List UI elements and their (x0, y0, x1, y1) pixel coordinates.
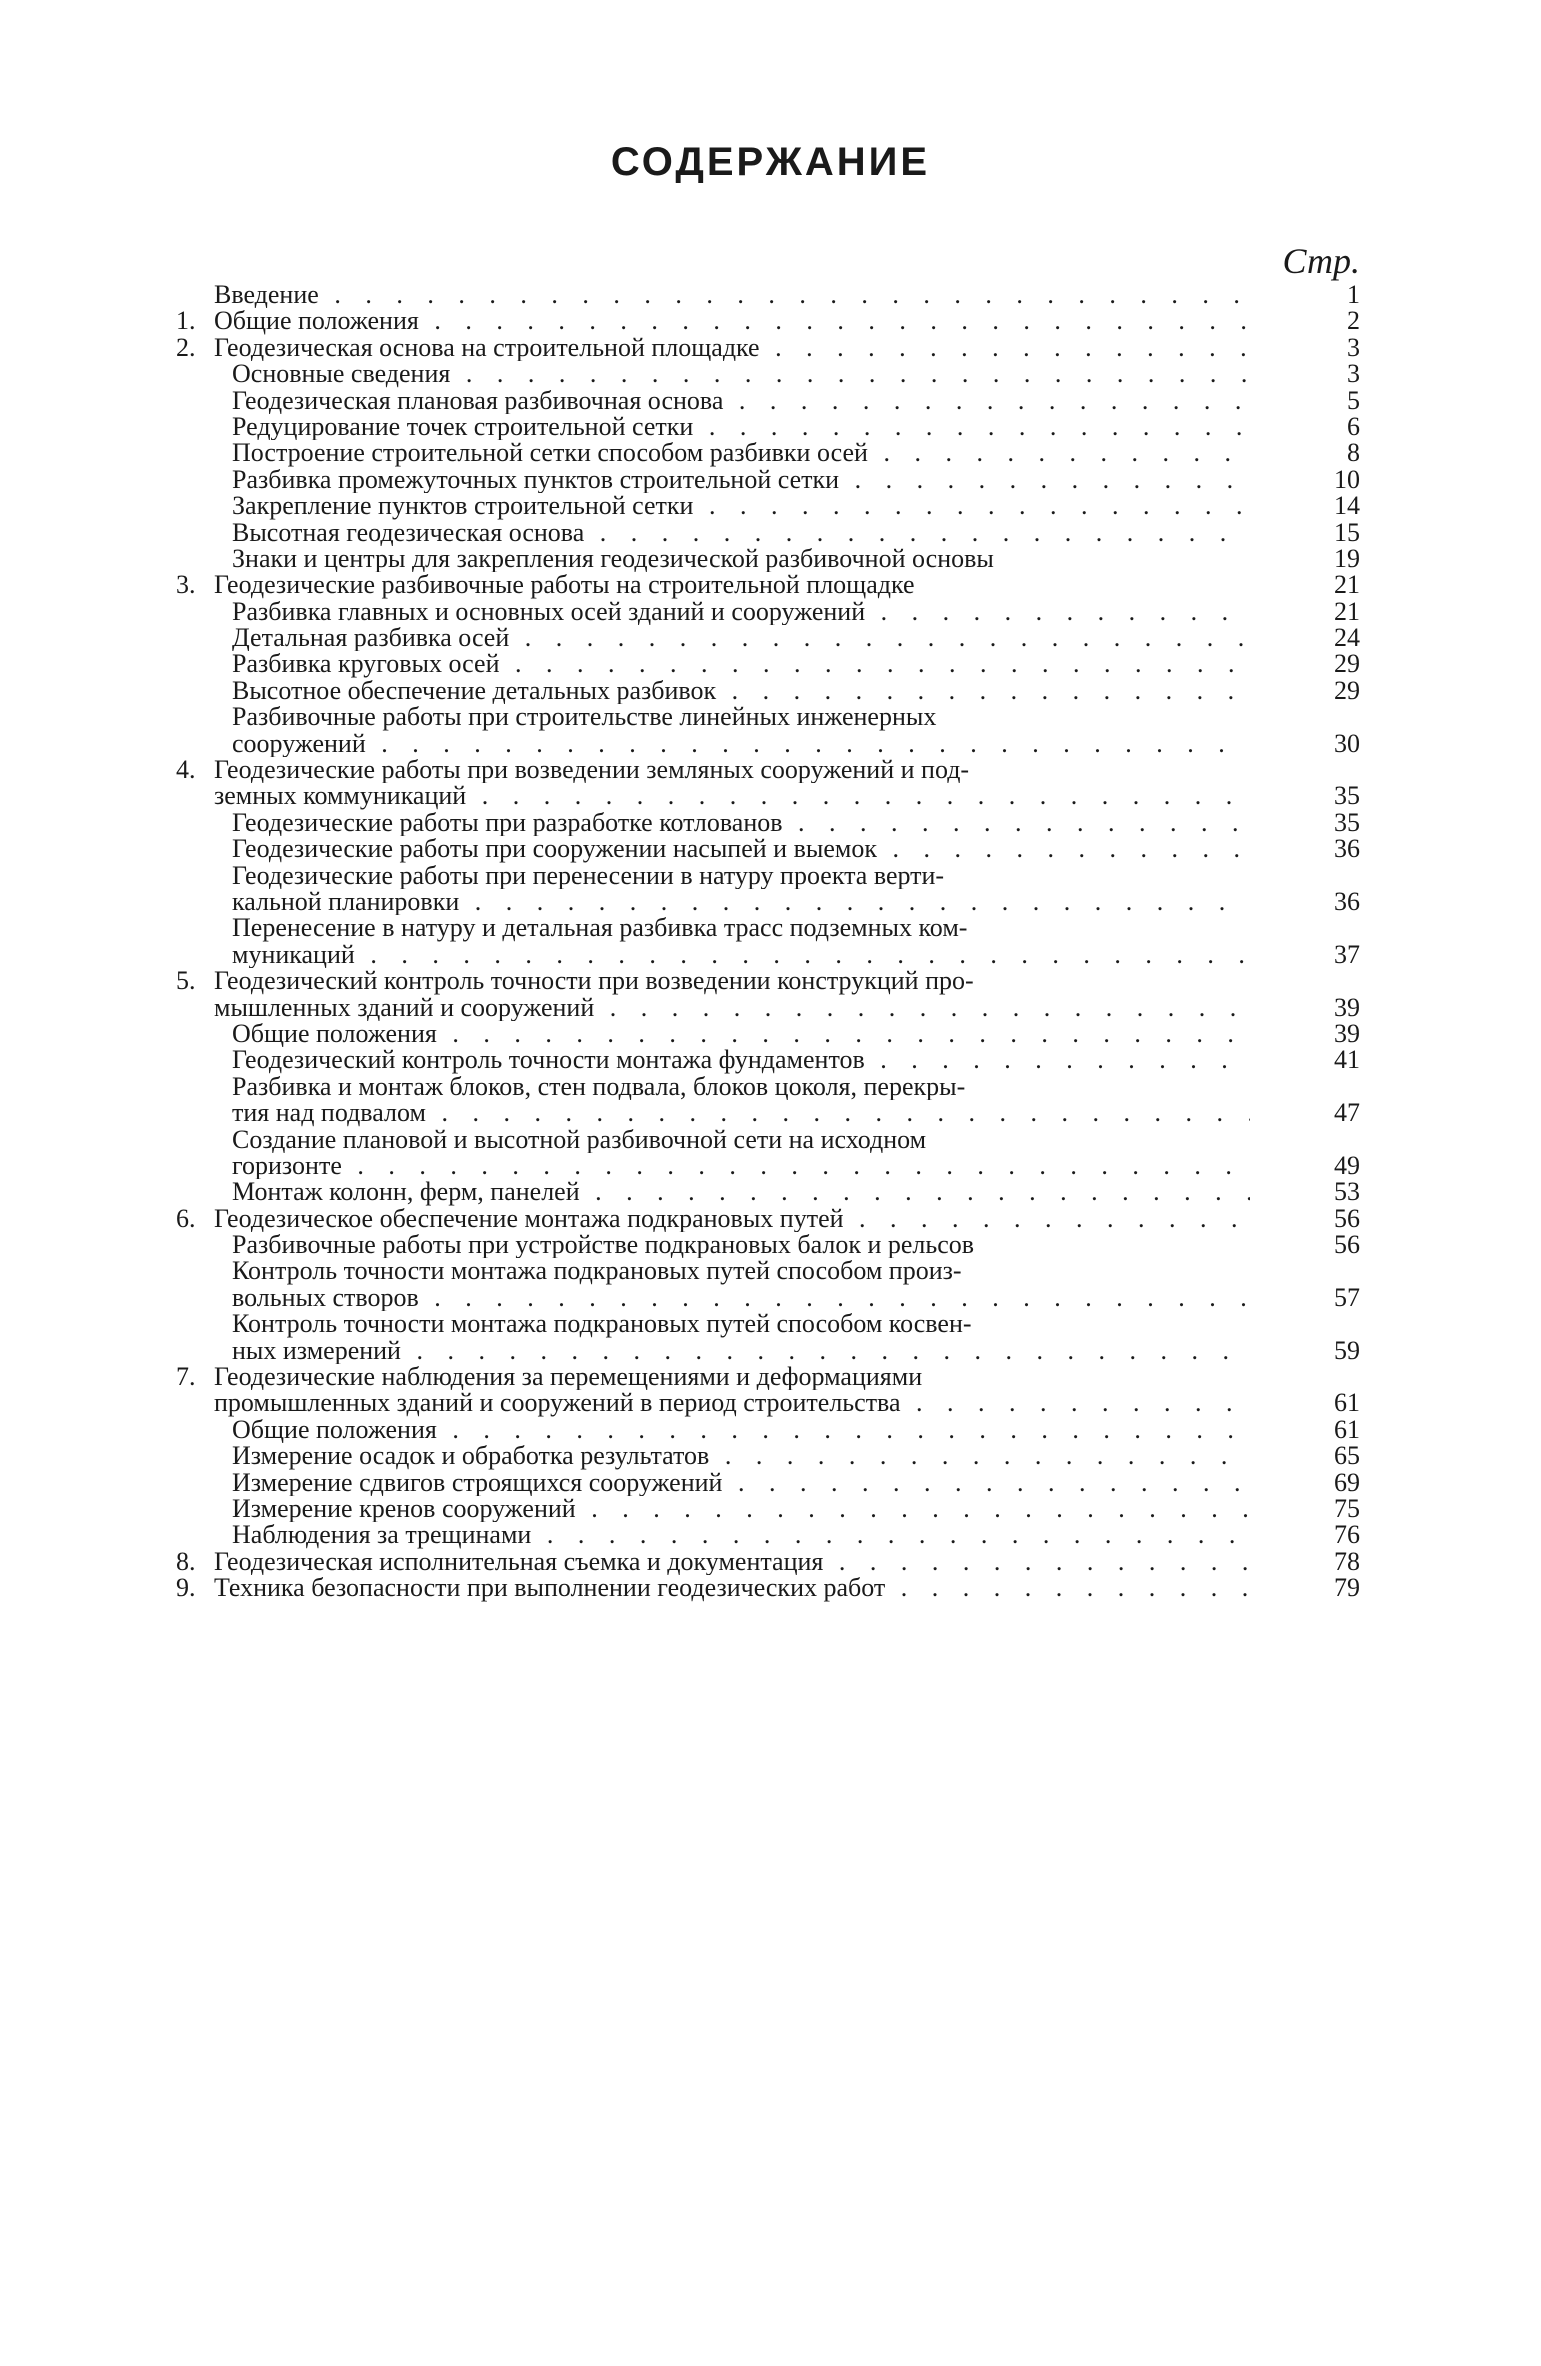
toc-entry-title: промышленных зданий и сооружений в период строительства (214, 1390, 901, 1417)
toc-entry-title: Основные сведения (232, 361, 451, 388)
toc-entry-page: 1 (1347, 280, 1360, 309)
toc-entry-text (232, 1470, 1250, 1496)
toc-entry-text (232, 1417, 1250, 1443)
toc-entry (176, 757, 1360, 783)
toc-entry (176, 728, 1360, 758)
toc-entry-page: 56 (1334, 1203, 1360, 1233)
toc-entry-number: 8. (176, 1548, 196, 1576)
toc-entry-text (232, 546, 1250, 572)
toc-entry-text (232, 1496, 1250, 1522)
toc-entry-page: 61 (1334, 1388, 1360, 1418)
toc-entry-number: 1. (176, 308, 196, 335)
toc-entry-title: Разбивка главных и основных осей зданий и сооружений (232, 598, 866, 626)
toc-entry-text (176, 1390, 1250, 1416)
toc-entry (176, 596, 1360, 626)
toc-entry (176, 1100, 1360, 1126)
toc-entry (176, 968, 1360, 994)
toc-entry-text (232, 678, 1250, 704)
toc-entry-title: Разбивочные работы при строительстве линейных инженерных (232, 704, 937, 731)
toc-entry-title: Редуцирование точек строительной сетки (232, 413, 694, 441)
toc-entry-text (232, 388, 1250, 414)
toc-entry-page: 29 (1334, 675, 1360, 705)
toc-entry-page: 79 (1334, 1573, 1360, 1603)
toc-entry-title: Разбивка круговых осей (232, 651, 500, 678)
toc-entry-title: Контроль точности монтажа подкрановых путей способом косвен- (232, 1311, 972, 1338)
toc-entry (176, 1047, 1360, 1073)
toc-entry-text (232, 1179, 1250, 1205)
page-title: СОДЕРЖАНИЕ (610, 140, 931, 184)
toc-entry (176, 517, 1360, 547)
toc-entry-text (232, 1153, 1250, 1179)
toc-entry-title: Общие положения (232, 1416, 437, 1444)
toc-entry-title: Детальная разбивка осей (232, 625, 510, 652)
toc-entry (176, 332, 1360, 362)
toc-entry-title: мышленных зданий и сооружений (214, 994, 595, 1021)
toc-entry-text (232, 1311, 1250, 1337)
toc-entry-page: 15 (1334, 517, 1360, 547)
toc-entry-text (232, 1100, 1250, 1126)
toc-entry-title: муникаций (232, 941, 355, 969)
toc-entry-page: 59 (1334, 1335, 1360, 1365)
toc-entry-page: 2 (1347, 306, 1360, 336)
toc-entry-title: Измерение кренов сооружений (232, 1495, 576, 1523)
toc-entry (176, 675, 1360, 705)
toc-entry (176, 411, 1360, 441)
toc-entry (176, 1575, 1360, 1601)
toc-entry-page: 61 (1334, 1414, 1360, 1444)
toc-entry (176, 1203, 1360, 1233)
toc-entry-title: кальной планировки (232, 888, 460, 916)
toc-entry-page: 65 (1334, 1441, 1360, 1471)
toc-entry-text (232, 836, 1250, 862)
toc-entry-number: 9. (176, 1575, 196, 1602)
toc-entry-title: Общие положения (214, 308, 419, 335)
toc-entry (176, 1522, 1360, 1548)
toc-entry-title: Высотное обеспечение детальных разбивок (232, 677, 717, 705)
toc-entry (176, 543, 1360, 573)
toc-entry (176, 783, 1360, 809)
toc-entry-title: Геодезический контроль точности при возведении конструкций про- (214, 968, 974, 995)
toc-entry-text (232, 1522, 1250, 1548)
toc-entry-title: Знаки и центры для закрепления геодезической разбивочной основы (232, 545, 994, 573)
toc-entry (176, 1150, 1360, 1180)
toc-entry-page: 41 (1334, 1045, 1360, 1075)
toc-entry-text (232, 1258, 1250, 1284)
toc-entry (176, 1179, 1360, 1205)
toc-entry-title: Наблюдения за трещинами (232, 1522, 532, 1549)
toc-entry (176, 1018, 1360, 1048)
toc-entry (176, 807, 1360, 837)
toc-entry-text (232, 915, 1250, 941)
toc-entry (176, 915, 1360, 941)
toc-entry-text (176, 282, 1250, 308)
toc-entry-page: 78 (1334, 1546, 1360, 1576)
toc-entry-text (232, 1127, 1250, 1153)
table-of-contents (176, 282, 1360, 1602)
toc-entry-number: 3. (176, 572, 196, 599)
toc-entry-page: 3 (1347, 332, 1360, 362)
toc-entry-page: 39 (1334, 992, 1360, 1022)
toc-entry (176, 1258, 1360, 1284)
toc-entry (176, 1074, 1360, 1100)
toc-entry-page: 47 (1334, 1098, 1360, 1128)
toc-entry-page: 19 (1334, 543, 1360, 573)
toc-entry-title: Введение (214, 282, 319, 309)
toc-entry (176, 308, 1360, 334)
toc-entry-text (176, 968, 1250, 994)
toc-entry (176, 282, 1360, 308)
toc-entry (176, 1443, 1360, 1469)
toc-entry (176, 1467, 1360, 1497)
toc-entry-title: Закрепление пунктов строительной сетки (232, 493, 694, 520)
toc-entry-text (232, 863, 1250, 889)
toc-entry-text (232, 625, 1250, 651)
toc-entry-page: 37 (1334, 939, 1360, 969)
toc-entry-page: 6 (1347, 411, 1360, 441)
toc-entry-title: Геодезические работы при сооружении насыпей и выемок (232, 836, 877, 863)
toc-entry-title: Геодезические работы при перенесении в натуру проекта верти- (232, 862, 945, 889)
toc-entry-title: Геодезические работы при возведении земляных сооружений и под- (214, 757, 970, 784)
toc-entry (176, 992, 1360, 1022)
toc-entry-title: Геодезические наблюдения за перемещениями и деформациями (214, 1364, 923, 1391)
toc-entry-text (176, 1364, 1250, 1390)
toc-entry-title: Геодезический контроль точности монтажа фундаментов (232, 1047, 865, 1074)
toc-entry (176, 464, 1360, 494)
toc-entry-page: 35 (1334, 807, 1360, 837)
toc-entry (176, 1414, 1360, 1444)
toc-entry (176, 939, 1360, 969)
toc-entry (176, 1282, 1360, 1312)
toc-entry-title: вольных створов (232, 1284, 419, 1312)
toc-entry (176, 625, 1360, 651)
toc-entry-title: ных измерений (232, 1337, 401, 1365)
toc-entry (176, 1311, 1360, 1337)
toc-entry-title: Геодезическая плановая разбивочная основа (232, 387, 724, 414)
toc-entry-text (232, 1021, 1250, 1047)
toc-entry-page: 21 (1334, 570, 1360, 600)
toc-entry-page: 5 (1347, 385, 1360, 415)
toc-entry-text (232, 1047, 1250, 1073)
toc-entry-title: Общие положения (232, 1020, 437, 1048)
toc-entry-text (232, 942, 1250, 968)
toc-entry-text (176, 1575, 1250, 1601)
toc-entry-title: Разбивка и монтаж блоков, стен подвала, блоков цоколя, перекры- (232, 1073, 966, 1101)
toc-entry (176, 1390, 1360, 1416)
toc-entry-page: 36 (1334, 886, 1360, 916)
toc-entry-text (232, 704, 1250, 730)
toc-entry-title: Геодезическое обеспечение монтажа подкрановых путей (214, 1205, 844, 1233)
toc-entry-number: 5. (176, 968, 196, 995)
toc-entry-text (232, 810, 1250, 836)
toc-entry-title: сооружений (232, 730, 366, 758)
toc-entry-text (232, 1338, 1250, 1364)
toc-entry-text (232, 361, 1250, 387)
toc-entry-title: тия над подвалом (232, 1100, 426, 1127)
toc-entry (176, 493, 1360, 519)
toc-entry-page: 29 (1334, 649, 1360, 679)
page-column-header: Стр. (1282, 241, 1360, 281)
toc-entry (176, 1493, 1360, 1523)
toc-entry-text (176, 995, 1250, 1021)
toc-entry-text (232, 493, 1250, 519)
toc-entry (176, 1232, 1360, 1258)
toc-entry-text (232, 414, 1250, 440)
toc-entry (176, 704, 1360, 730)
toc-entry-text (176, 757, 1250, 783)
toc-entry-title: Геодезические разбивочные работы на строительной площадке (214, 572, 915, 599)
toc-entry-page: 57 (1334, 1282, 1360, 1312)
toc-entry-page: 10 (1334, 464, 1360, 494)
toc-entry (176, 863, 1360, 889)
toc-entry-page: 69 (1334, 1467, 1360, 1497)
toc-entry (176, 572, 1360, 598)
toc-entry-page: 49 (1334, 1150, 1360, 1180)
toc-entry-title: Контроль точности монтажа подкрановых путей способом произ- (232, 1258, 962, 1285)
toc-entry-page: 53 (1334, 1177, 1360, 1207)
toc-entry-text (232, 1285, 1250, 1311)
toc-entry-page: 35 (1334, 781, 1360, 811)
toc-entry-page: 30 (1334, 728, 1360, 758)
toc-entry-title: Техника безопасности при выполнении геодезических работ (214, 1575, 886, 1602)
toc-entry-title: Построение строительной сетки способом разбивки осей (232, 440, 868, 467)
toc-entry-text (232, 440, 1250, 466)
toc-entry-text (232, 1232, 1250, 1258)
toc-entry-text (176, 1549, 1250, 1575)
toc-entry-page: 14 (1334, 491, 1360, 521)
toc-entry-page: 56 (1334, 1230, 1360, 1260)
toc-entry (176, 1546, 1360, 1576)
toc-entry (176, 361, 1360, 387)
toc-entry-number: 6. (176, 1205, 196, 1233)
toc-entry-number: 2. (176, 334, 196, 362)
toc-entry (176, 836, 1360, 862)
toc-entry-page: 76 (1334, 1520, 1360, 1550)
toc-entry-text (232, 651, 1250, 677)
toc-entry-title: Создание плановой и высотной разбивочной сети на исходном (232, 1126, 927, 1153)
toc-entry-page: 24 (1334, 623, 1360, 653)
toc-entry-page: 39 (1334, 1018, 1360, 1048)
toc-entry (176, 1335, 1360, 1365)
toc-entry-text (232, 1443, 1250, 1469)
toc-entry-page: 21 (1334, 596, 1360, 626)
toc-entry-page: 8 (1347, 438, 1360, 468)
toc-entry-page: 75 (1334, 1493, 1360, 1523)
toc-entry-page: 3 (1347, 359, 1360, 389)
toc-entry-number: 4. (176, 757, 196, 784)
toc-entry (176, 651, 1360, 677)
toc-entry-page: 36 (1334, 834, 1360, 864)
toc-entry-title: Разбивочные работы при устройстве подкрановых балок и рельсов (232, 1232, 975, 1259)
toc-entry-title: Высотная геодезическая основа (232, 519, 585, 546)
toc-entry-title: Перенесение в натуру и детальная разбивка трасс подземных ком- (232, 915, 968, 942)
toc-entry-text (176, 1206, 1250, 1232)
toc-entry (176, 385, 1360, 415)
toc-entry-title: горизонте (232, 1152, 342, 1180)
toc-entry (176, 886, 1360, 916)
toc-entry-title: Монтаж колонн, ферм, панелей (232, 1179, 580, 1206)
toc-entry-text (232, 889, 1250, 915)
toc-entry-text (176, 308, 1250, 334)
toc-entry (176, 440, 1360, 466)
toc-entry-title: Геодезическая основа на строительной площадке (214, 334, 760, 362)
toc-entry-text (176, 335, 1250, 361)
toc-entry-title: Измерение сдвигов строящихся сооружений (232, 1469, 723, 1496)
toc-entry-text (232, 520, 1250, 546)
toc-entry-text (176, 783, 1250, 809)
toc-entry-text (232, 731, 1250, 757)
toc-entry-title: Геодезическая исполнительная съемка и документация (214, 1548, 824, 1576)
toc-entry (176, 1364, 1360, 1390)
toc-entry (176, 1127, 1360, 1153)
toc-entry-text (232, 599, 1250, 625)
toc-entry-text (232, 467, 1250, 493)
toc-entry-number: 7. (176, 1364, 196, 1391)
toc-entry-title: земных коммуникаций (214, 783, 467, 810)
toc-entry-text (232, 1074, 1250, 1100)
toc-entry-text (176, 572, 1250, 598)
toc-entry-title: Разбивка промежуточных пунктов строительной сетки (232, 466, 840, 494)
toc-entry-title: Измерение осадок и обработка результатов (232, 1443, 710, 1470)
toc-entry-title: Геодезические работы при разработке котлованов (232, 809, 783, 837)
